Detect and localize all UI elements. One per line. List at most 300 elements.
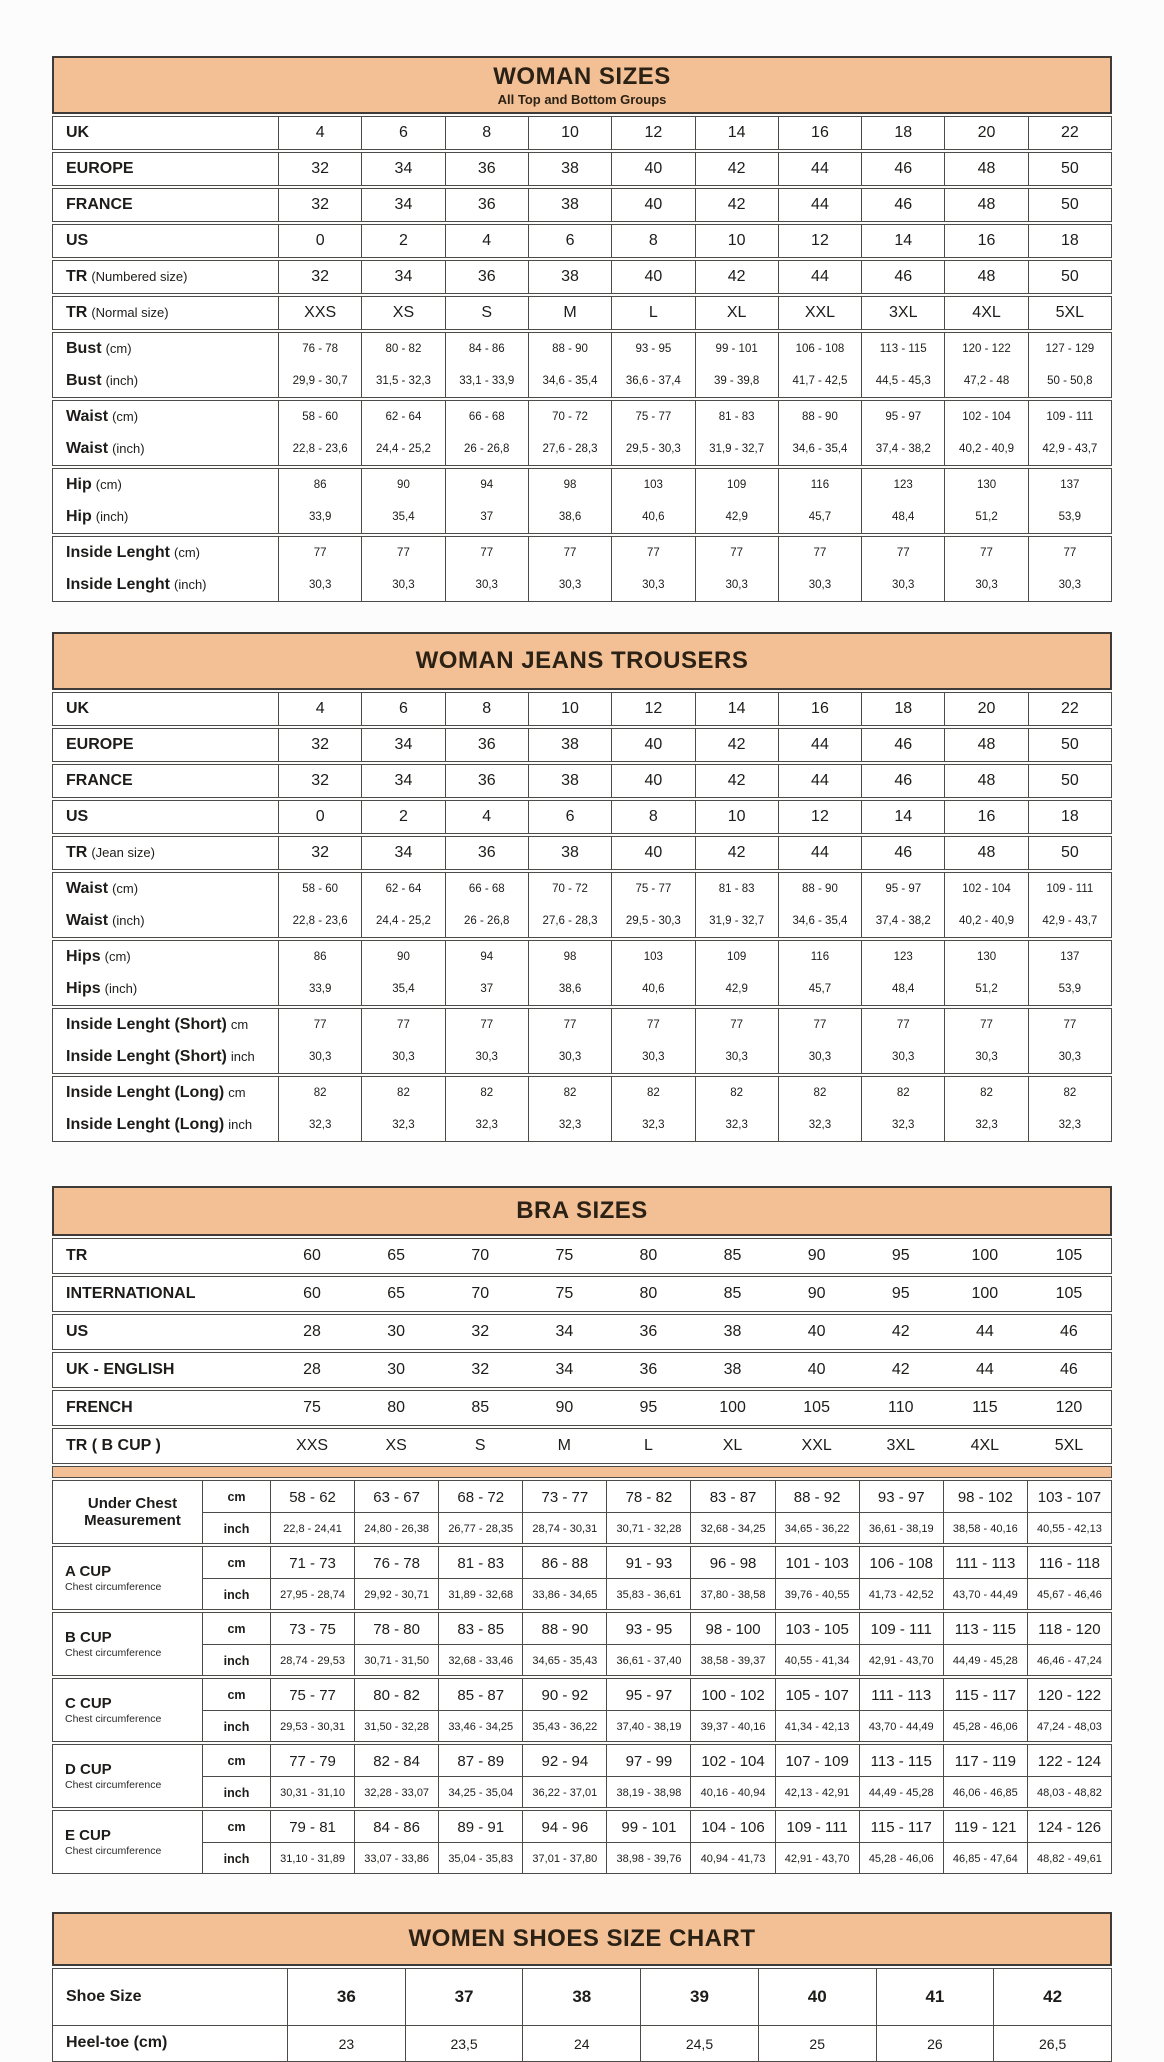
size-cell: 46 [861, 837, 944, 869]
cup-cm-cell: 96 - 98 [690, 1547, 774, 1579]
cup-cm-cell: 98 - 100 [690, 1613, 774, 1645]
size-cell: 77 [695, 537, 778, 569]
size-cell: 0 [278, 801, 361, 833]
size-cell: 34,6 - 35,4 [778, 905, 861, 937]
cup-cm-cell: 81 - 83 [438, 1547, 522, 1579]
size-cell: 88 - 90 [528, 333, 611, 365]
size-cell: 37 [445, 501, 528, 533]
unit-cm-label: cm [202, 1613, 270, 1645]
cup-inch-cell: 33,46 - 34,25 [438, 1710, 522, 1742]
cup-name: B CUP [65, 1629, 112, 1646]
row-label-text: TR [66, 843, 88, 861]
row-label-note: (cm) [95, 477, 122, 493]
size-cell: 113 - 115 [861, 333, 944, 365]
cup-subtitle: Chest circumference [65, 1779, 162, 1791]
table-row-group [52, 152, 1112, 186]
table-row-group [52, 800, 1112, 834]
row-label [53, 801, 278, 833]
size-cell: 28 [303, 1323, 321, 1340]
bra-simple-row [52, 1352, 1112, 1388]
size-cell: 22 [1028, 117, 1111, 149]
table-title: WOMAN JEANS TROUSERS [415, 647, 749, 674]
size-cell: 82 [778, 1077, 861, 1109]
size-cell: 115 [972, 1399, 998, 1416]
size-cell: 8 [611, 801, 694, 833]
size-cell: XS [361, 297, 444, 329]
cup-inch-cell: 29,53 - 30,31 [270, 1710, 354, 1742]
cup-inch-cell: 31,89 - 32,68 [438, 1578, 522, 1610]
size-cell: 32 [471, 1323, 490, 1340]
row-label-note: (cm) [174, 545, 200, 561]
cup-inch-cell: 42,13 - 42,91 [775, 1776, 859, 1808]
size-cell: 20 [944, 693, 1027, 725]
table-row-group [52, 728, 1112, 762]
cup-inch-cell: 40,94 - 41,73 [690, 1842, 774, 1874]
row-label-note: (inch) [104, 981, 138, 997]
row-label-text: US [66, 807, 89, 825]
size-cell: 32,3 [778, 1109, 861, 1141]
size-cell: 6 [361, 693, 444, 725]
size-cell: 30 [387, 1361, 406, 1378]
cup-group [52, 1744, 1112, 1808]
cup-inch-cell: 40,55 - 41,34 [775, 1644, 859, 1676]
size-cell: 48 [944, 261, 1027, 293]
size-cell: 77 [1028, 537, 1111, 569]
size-cell: 36 [445, 189, 528, 221]
unit-cm-label: cm [202, 1547, 270, 1579]
size-cell: 32,3 [611, 1109, 694, 1141]
table-row-group [52, 296, 1112, 330]
cup-cm-cell: 111 - 113 [859, 1679, 943, 1711]
size-cell: 75 [303, 1399, 321, 1416]
size-cell: 98 [528, 469, 611, 501]
size-cell: 100 [971, 1285, 999, 1302]
size-cell: 100 [971, 1247, 999, 1264]
size-cell: 53,9 [1028, 501, 1111, 533]
size-cell: 40,6 [611, 501, 694, 533]
size-cell: 29,9 - 30,7 [278, 365, 361, 397]
size-cell: 44 [778, 189, 861, 221]
row-label-text: US [66, 1322, 89, 1340]
cup-cm-cell: 115 - 117 [943, 1679, 1027, 1711]
cup-inch-cell: 35,43 - 36,22 [522, 1710, 606, 1742]
cup-cm-cell: 63 - 67 [354, 1481, 438, 1513]
cup-cm-cell: 111 - 113 [943, 1547, 1027, 1579]
size-cell: 32,3 [695, 1109, 778, 1141]
cup-cm-cell: 93 - 97 [859, 1481, 943, 1513]
size-cell: 44 [778, 765, 861, 797]
row-label [53, 117, 278, 149]
size-cell: 8 [445, 693, 528, 725]
size-cell: 37,4 - 38,2 [861, 433, 944, 465]
size-cell: 44 [975, 1323, 994, 1340]
size-cell: 90 [555, 1399, 574, 1416]
cup-inch-cell: 34,65 - 36,22 [775, 1512, 859, 1544]
size-cell: 0 [278, 225, 361, 257]
size-cell: 30,3 [528, 569, 611, 601]
table-row-group [52, 116, 1112, 150]
size-cell: 8 [611, 225, 694, 257]
size-cell: 42 [695, 729, 778, 761]
woman-sizes-header [52, 56, 1112, 114]
size-cell: 98 [528, 941, 611, 973]
size-cell: 50 [1028, 153, 1111, 185]
row-label-text: TR [66, 267, 88, 285]
size-cell: 31,9 - 32,7 [695, 433, 778, 465]
cup-inch-cell: 38,58 - 39,37 [690, 1644, 774, 1676]
cup-inch-cell: 38,58 - 40,16 [943, 1512, 1027, 1544]
row-label-text: Waist [66, 879, 109, 897]
size-cell: 82 [695, 1077, 778, 1109]
size-cell: S [445, 297, 528, 329]
size-cell: 44,5 - 45,3 [861, 365, 944, 397]
size-cell: 46 [1060, 1361, 1078, 1378]
size-cell: 40,2 - 40,9 [944, 433, 1027, 465]
cup-inch-cell: 32,28 - 33,07 [354, 1776, 438, 1808]
size-cell: 110 [887, 1399, 914, 1416]
cup-label [53, 1679, 202, 1741]
size-cell: 30,3 [445, 1041, 528, 1073]
size-cell: 32 [278, 153, 361, 185]
row-label-text: Heel-toe (cm) [66, 2034, 168, 2052]
size-cell: 85 [471, 1399, 490, 1416]
row-label-note: (cm) [105, 341, 132, 357]
cup-subtitle: Chest circumference [65, 1647, 162, 1659]
row-label [53, 469, 278, 501]
row-label [53, 729, 278, 761]
size-cell: 18 [861, 693, 944, 725]
cup-inch-cell: 40,55 - 42,13 [1027, 1512, 1111, 1544]
size-cell: 23,5 [405, 2025, 523, 2061]
size-cell: 65 [387, 1285, 406, 1302]
cup-inch-cell: 38,19 - 38,98 [606, 1776, 690, 1808]
cup-inch-cell: 36,61 - 38,19 [859, 1512, 943, 1544]
size-cell: 2 [361, 225, 444, 257]
row-label-text: Inside Lenght (Long) [66, 1115, 225, 1133]
size-cell: 26,5 [993, 2025, 1111, 2061]
size-cell: 4 [445, 801, 528, 833]
size-cell: 82 [861, 1077, 944, 1109]
size-cell: 95 - 97 [861, 401, 944, 433]
cup-group [52, 1810, 1112, 1874]
size-cell: 48 [944, 729, 1027, 761]
unit-cm-label: cm [202, 1481, 270, 1513]
size-cell: 6 [528, 801, 611, 833]
cup-subtitle: Chest circumference [65, 1845, 162, 1857]
size-cell: 40 [807, 1361, 826, 1378]
cup-cm-cell: 83 - 85 [438, 1613, 522, 1645]
size-cell: 22,8 - 23,6 [278, 433, 361, 465]
size-cell: 80 - 82 [361, 333, 444, 365]
size-cell: 127 - 129 [1028, 333, 1111, 365]
row-label-text: US [66, 231, 89, 249]
size-cell: 80 [387, 1399, 406, 1416]
size-cell: 42 [695, 189, 778, 221]
size-cell: 90 [361, 469, 444, 501]
size-cell: 10 [695, 801, 778, 833]
size-cell: 50 [1028, 189, 1111, 221]
row-label-text: EUROPE [66, 159, 134, 177]
size-cell: 6 [361, 117, 444, 149]
row-label-text: UK [66, 699, 90, 717]
row-label [53, 1109, 278, 1141]
size-cell: 93 - 95 [611, 333, 694, 365]
size-cell: 46 [861, 153, 944, 185]
size-cell: 32 [278, 261, 361, 293]
size-cell: 22 [1028, 693, 1111, 725]
cup-inch-cell: 43,70 - 44,49 [943, 1578, 1027, 1610]
cup-inch-cell: 41,73 - 42,52 [859, 1578, 943, 1610]
size-cell: M [528, 297, 611, 329]
size-cell: 48,4 [861, 501, 944, 533]
cup-inch-cell: 45,67 - 46,46 [1027, 1578, 1111, 1610]
woman-jeans-table [52, 632, 1112, 1142]
size-cell: XXS [296, 1437, 329, 1454]
size-cell: 30,3 [361, 1041, 444, 1073]
size-cell: 36 [445, 837, 528, 869]
row-label-note: inch [228, 1117, 253, 1133]
cup-cm-cell: 104 - 106 [690, 1811, 774, 1843]
size-cell: XXS [278, 297, 361, 329]
size-cell: 95 [891, 1247, 910, 1264]
cup-cm-cell: 73 - 77 [522, 1481, 606, 1513]
size-cell: 30,3 [778, 1041, 861, 1073]
cup-group [52, 1480, 1112, 1544]
size-cell: 36 [287, 1969, 405, 2025]
size-cell: 30,3 [611, 569, 694, 601]
size-cell: 48 [944, 837, 1027, 869]
cup-cm-cell: 87 - 89 [438, 1745, 522, 1777]
cup-cm-cell: 117 - 119 [943, 1745, 1027, 1777]
size-cell: 33,1 - 33,9 [445, 365, 528, 397]
cup-cm-cell: 122 - 124 [1027, 1745, 1111, 1777]
size-cell: 30,3 [361, 569, 444, 601]
cup-inch-cell: 31,10 - 31,89 [270, 1842, 354, 1874]
size-cell: 65 [387, 1247, 406, 1264]
size-cell: 50 [1028, 765, 1111, 797]
size-cell: 62 - 64 [361, 873, 444, 905]
size-cell: 130 [944, 469, 1027, 501]
size-cell: 32,3 [361, 1109, 444, 1141]
row-label-text: Hips [66, 947, 101, 965]
size-cell: 34 [361, 261, 444, 293]
row-label [53, 1009, 278, 1041]
size-cell: 38 [528, 189, 611, 221]
unit-inch-label: inch [202, 1512, 270, 1544]
size-cell: 34 [361, 189, 444, 221]
size-cell: 80 [639, 1247, 658, 1264]
row-label [53, 1239, 270, 1273]
cup-subtitle: Chest circumference [65, 1581, 162, 1593]
size-cell: 77 [1028, 1009, 1111, 1041]
size-cell: 4 [278, 693, 361, 725]
size-cell: 95 [639, 1399, 658, 1416]
size-cell: 88 - 90 [778, 401, 861, 433]
size-cell: 4 [445, 225, 528, 257]
size-cell: 77 [778, 1009, 861, 1041]
row-label-text: Waist [66, 911, 109, 929]
cup-cm-cell: 107 - 109 [775, 1745, 859, 1777]
size-cell: 48 [944, 153, 1027, 185]
cup-cm-cell: 92 - 94 [522, 1745, 606, 1777]
row-label-text: Bust [66, 339, 102, 357]
cup-inch-cell: 28,74 - 30,31 [522, 1512, 606, 1544]
size-cell: 46 [861, 729, 944, 761]
cup-cm-cell: 88 - 90 [522, 1613, 606, 1645]
size-cell: 14 [695, 117, 778, 149]
size-cell: 27,6 - 28,3 [528, 905, 611, 937]
size-cell: 22,8 - 23,6 [278, 905, 361, 937]
size-cell: 28 [303, 1361, 321, 1378]
size-cell: 42,9 [695, 973, 778, 1005]
cup-label [53, 1613, 202, 1675]
size-cell: 34 [555, 1323, 574, 1340]
row-label [53, 1353, 270, 1387]
unit-inch-label: inch [202, 1644, 270, 1676]
row-label-text: Inside Lenght (Short) [66, 1047, 227, 1065]
size-cell: 116 [778, 469, 861, 501]
size-cell: 34,6 - 35,4 [778, 433, 861, 465]
size-cell: 120 - 122 [944, 333, 1027, 365]
cup-inch-cell: 32,68 - 33,46 [438, 1644, 522, 1676]
size-cell: 94 [445, 469, 528, 501]
size-cell: 100 [719, 1399, 746, 1416]
size-cell: 29,5 - 30,3 [611, 905, 694, 937]
cup-cm-cell: 85 - 87 [438, 1679, 522, 1711]
row-label [53, 401, 278, 433]
size-cell: 32 [278, 765, 361, 797]
row-label-note: (inch) [174, 577, 207, 593]
size-cell: 32,3 [944, 1109, 1027, 1141]
size-cell: 53,9 [1028, 973, 1111, 1005]
size-cell: 32 [278, 189, 361, 221]
size-cell: 82 [944, 1077, 1027, 1109]
cup-cm-cell: 97 - 99 [606, 1745, 690, 1777]
size-cell: 58 - 60 [278, 401, 361, 433]
cup-inch-cell: 45,28 - 46,06 [859, 1842, 943, 1874]
size-cell: 40 [611, 729, 694, 761]
woman-jeans-header [52, 632, 1112, 690]
size-cell: 42 [695, 837, 778, 869]
row-label [53, 1041, 278, 1073]
cup-inch-cell: 39,76 - 40,55 [775, 1578, 859, 1610]
row-label-note: (inch) [112, 441, 145, 457]
size-cell: 94 [445, 941, 528, 973]
size-cell: 46 [861, 765, 944, 797]
size-cell: 109 - 111 [1028, 401, 1111, 433]
cup-inch-cell: 30,71 - 32,28 [606, 1512, 690, 1544]
cup-inch-cell: 22,8 - 24,41 [270, 1512, 354, 1544]
row-label [53, 973, 278, 1005]
size-cell: 25 [758, 2025, 876, 2061]
cup-inch-cell: 46,06 - 46,85 [943, 1776, 1027, 1808]
size-cell: 40 [807, 1323, 826, 1340]
table-row-group [52, 400, 1112, 466]
cup-inch-cell: 29,92 - 30,71 [354, 1578, 438, 1610]
size-cell: 32 [278, 729, 361, 761]
size-cell: 123 [861, 469, 944, 501]
cup-inch-cell: 34,25 - 35,04 [438, 1776, 522, 1808]
size-cell: 12 [611, 117, 694, 149]
size-cell: 82 [278, 1077, 361, 1109]
size-cell: 82 [528, 1077, 611, 1109]
cup-cm-cell: 101 - 103 [775, 1547, 859, 1579]
row-label-text: Inside Lenght (Short) [66, 1015, 227, 1033]
size-cell: 102 - 104 [944, 401, 1027, 433]
size-cell: 77 [611, 1009, 694, 1041]
cup-inch-cell: 42,91 - 43,70 [775, 1842, 859, 1874]
cup-cm-cell: 68 - 72 [438, 1481, 522, 1513]
woman-jeans-body [52, 692, 1112, 1142]
row-label-note: (cm) [104, 949, 131, 965]
cup-cm-cell: 109 - 111 [775, 1811, 859, 1843]
unit-cm-label: cm [202, 1745, 270, 1777]
size-cell: 38 [723, 1323, 742, 1340]
cup-cm-cell: 102 - 104 [690, 1745, 774, 1777]
size-cell: 50 [1028, 729, 1111, 761]
bra-simple-rows [52, 1238, 1112, 1464]
size-cell: 30 [387, 1323, 406, 1340]
cup-name: Under Chest Measurement [84, 1495, 181, 1529]
row-label-text: UK [66, 123, 90, 141]
row-label-text: Bust [66, 371, 102, 389]
size-cell: 42 [695, 765, 778, 797]
row-label [53, 433, 278, 465]
size-cell: 40,2 - 40,9 [944, 905, 1027, 937]
size-cell: 42 [891, 1323, 910, 1340]
size-cell: 30,3 [278, 1041, 361, 1073]
size-cell: 90 [807, 1285, 826, 1302]
size-cell: 16 [778, 693, 861, 725]
size-cell: 42 [695, 261, 778, 293]
size-cell: 35,4 [361, 973, 444, 1005]
size-cell: 3XL [886, 1437, 915, 1454]
size-cell: 24,4 - 25,2 [361, 433, 444, 465]
size-cell: 42,9 - 43,7 [1028, 433, 1111, 465]
size-cell: 77 [278, 1009, 361, 1041]
cup-name: A CUP [65, 1563, 112, 1580]
row-label-text: Inside Lenght [66, 543, 170, 561]
row-label [53, 225, 278, 257]
size-cell: 44 [778, 153, 861, 185]
size-cell: 105 [1055, 1247, 1083, 1264]
cup-cm-cell: 58 - 62 [270, 1481, 354, 1513]
size-cell: 30,3 [695, 1041, 778, 1073]
size-cell: XS [385, 1437, 407, 1454]
size-cell: 80 [639, 1285, 658, 1302]
size-cell: 37 [445, 973, 528, 1005]
size-cell: 18 [1028, 801, 1111, 833]
size-cell: 85 [723, 1285, 742, 1302]
cup-inch-cell: 33,07 - 33,86 [354, 1842, 438, 1874]
cup-label [53, 1745, 202, 1807]
cup-name: C CUP [65, 1695, 112, 1712]
size-cell: 36 [445, 765, 528, 797]
row-label-text: Hip [66, 507, 92, 525]
size-cell: 36 [445, 153, 528, 185]
size-cell: XL [695, 297, 778, 329]
row-label-text: FRENCH [66, 1398, 133, 1416]
table-row-group [52, 332, 1112, 398]
unit-inch-label: inch [202, 1710, 270, 1742]
row-label-text: Waist [66, 439, 109, 457]
table-row-group [52, 764, 1112, 798]
size-cell: 41,7 - 42,5 [778, 365, 861, 397]
bra-sizes-header [52, 1186, 1112, 1236]
size-cell: 103 [611, 469, 694, 501]
size-cell: 36 [639, 1323, 658, 1340]
size-cell: 40,6 [611, 973, 694, 1005]
